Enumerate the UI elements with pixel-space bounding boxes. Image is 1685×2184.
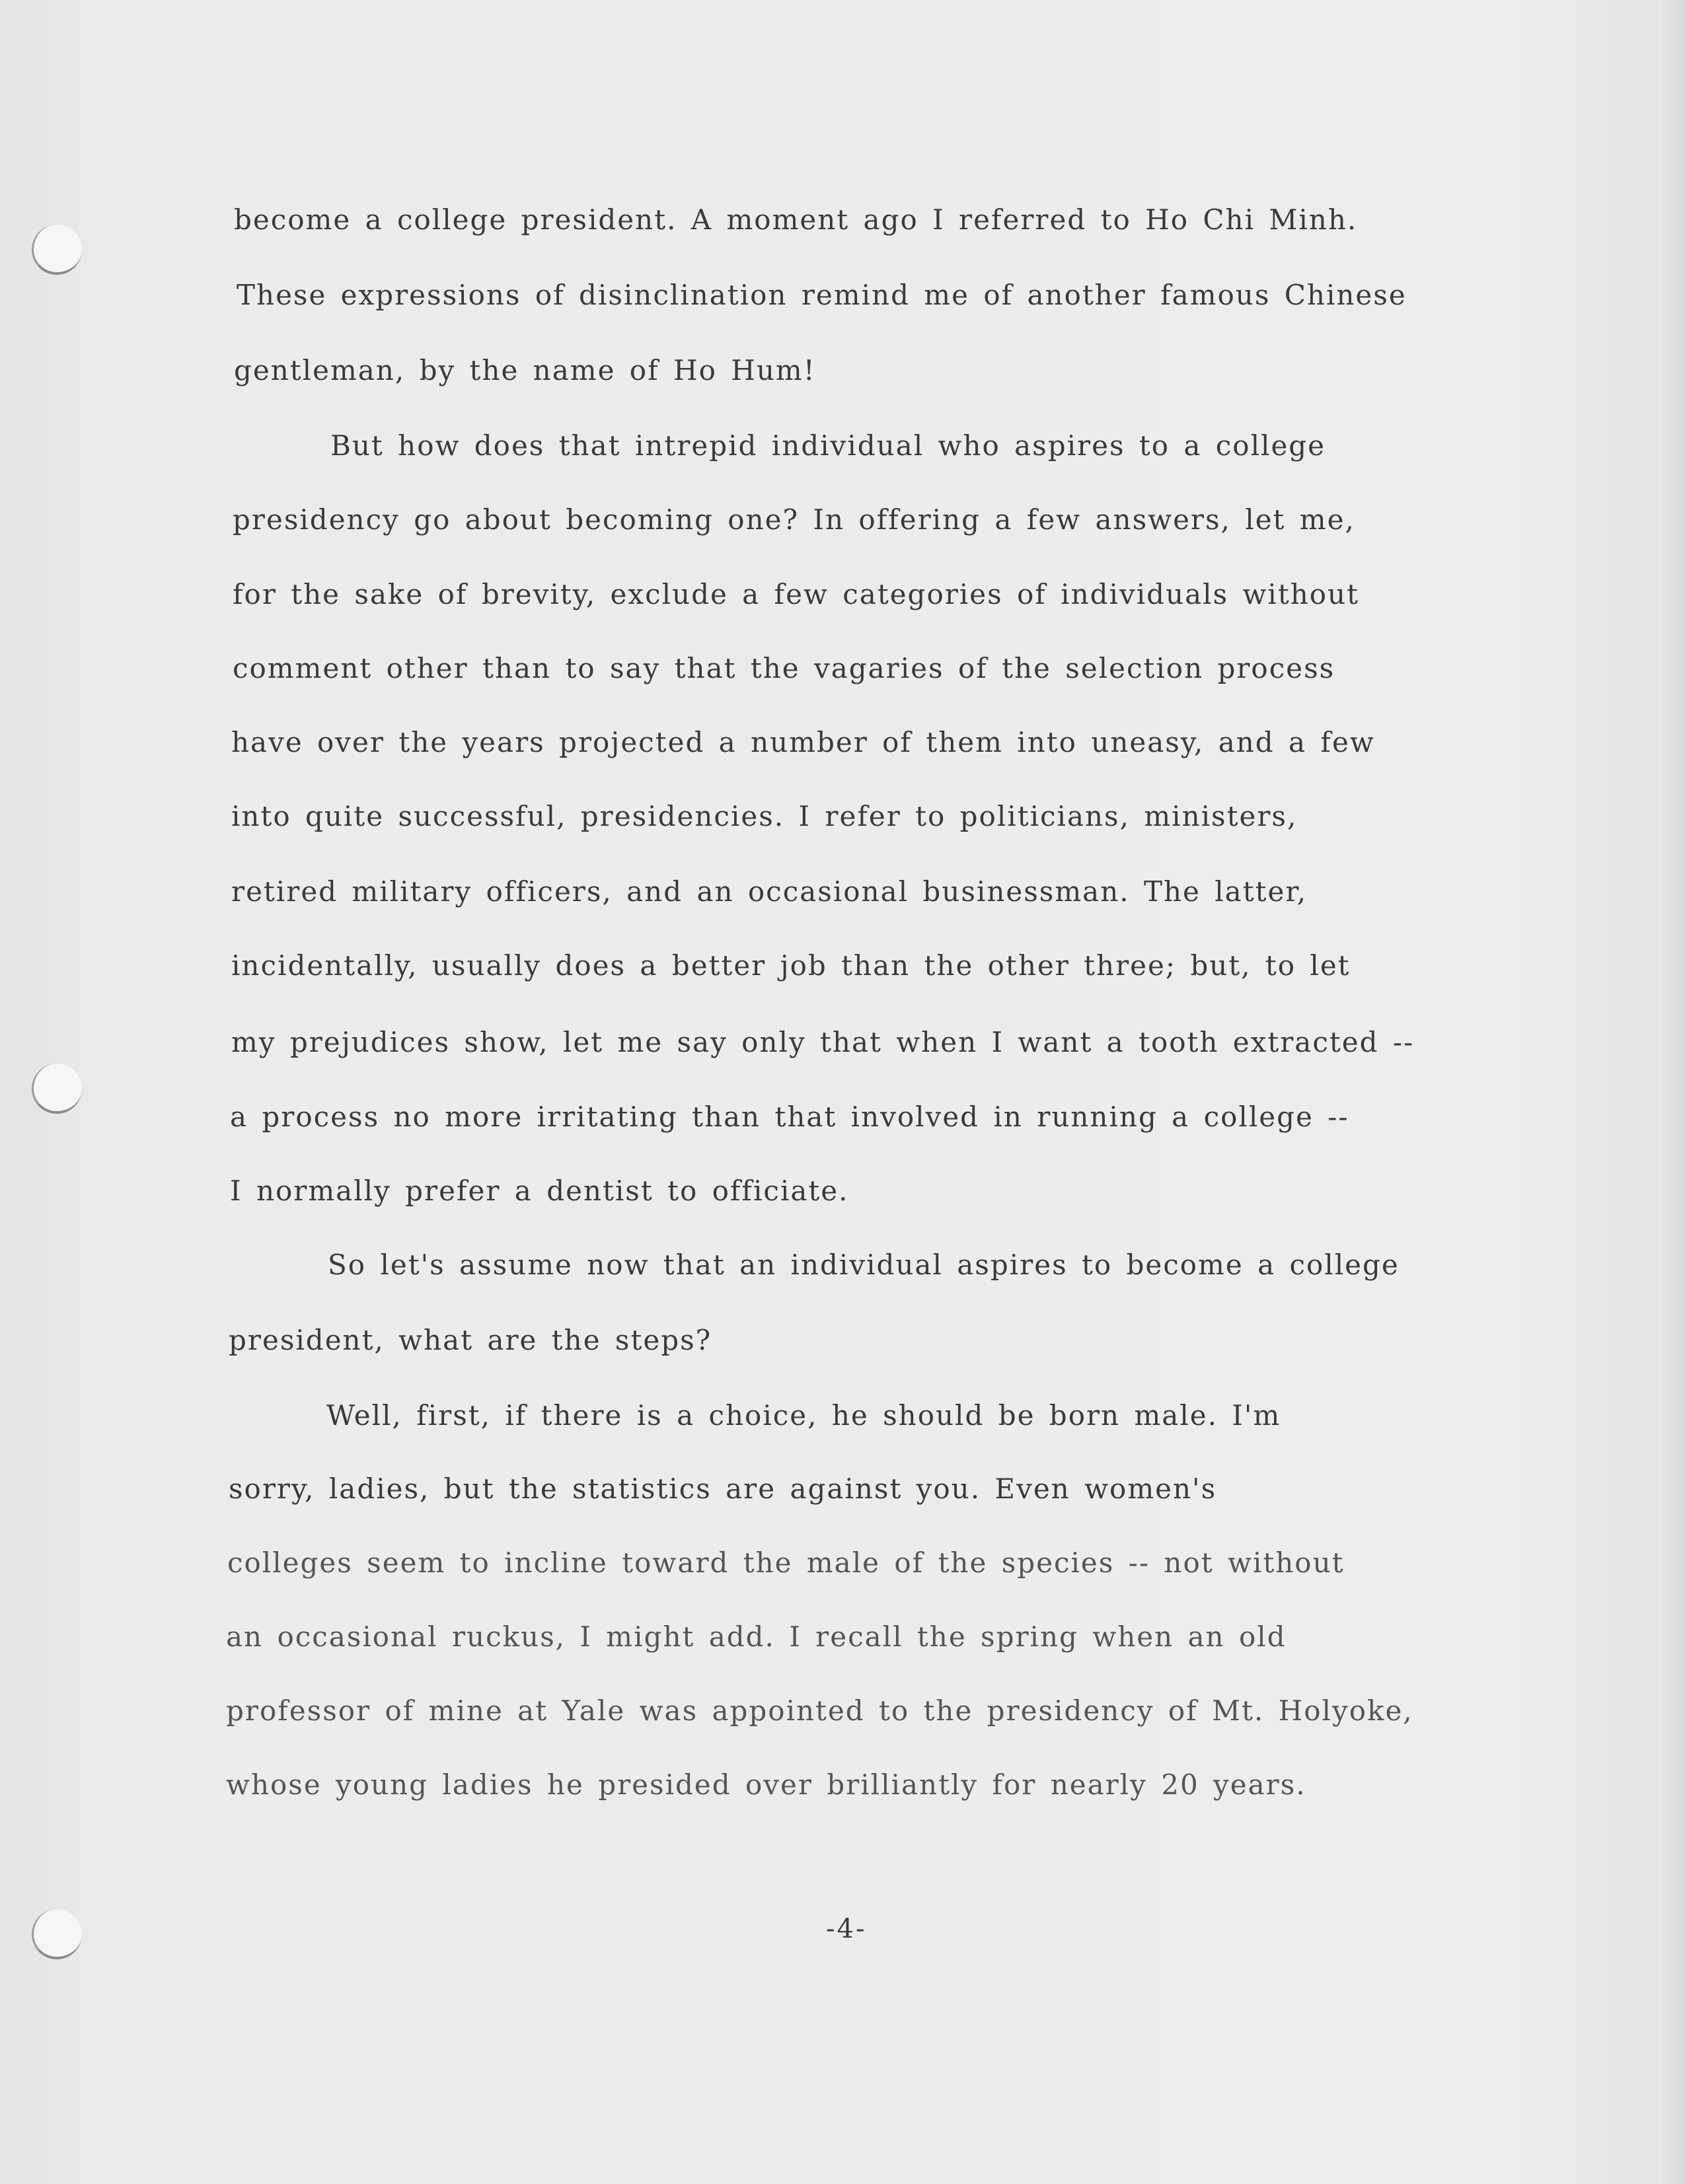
paragraph-start-line: But how does that intrepid individual who aspires to a college xyxy=(330,429,1326,462)
text-line: retired military officers, and an occasional businessman. The latter, xyxy=(231,875,1308,908)
text-line: my prejudices show, let me say only that when I want a tooth extracted -- xyxy=(231,1026,1415,1058)
page-number: -4- xyxy=(826,1914,867,1944)
text-line: have over the years projected a number of them into uneasy, and a few xyxy=(231,726,1375,758)
text-line: a process no more irritating than that involved in running a college -- xyxy=(230,1101,1349,1133)
text-line: for the sake of brevity, exclude a few categories of individuals without xyxy=(233,578,1359,610)
text-line: colleges seem to incline toward the male of the species -- not without xyxy=(227,1547,1345,1579)
page-edge-shadow xyxy=(1659,0,1685,2184)
text-line: comment other than to say that the vagaries of the selection process xyxy=(233,652,1335,684)
text-line: presidency go about becoming one? In offering a few answers, let me, xyxy=(233,503,1355,536)
paragraph-start-line: Well, first, if there is a choice, he should be born male. I'm xyxy=(326,1399,1281,1432)
text-line: gentleman, by the name of Ho Hum! xyxy=(234,354,816,386)
text-line: I normally prefer a dentist to officiate. xyxy=(230,1175,849,1207)
punch-hole-bottom xyxy=(32,1909,82,1959)
text-line: an occasional ruckus, I might add. I recall the spring when an old xyxy=(226,1620,1287,1653)
text-line: professor of mine at Yale was appointed to the presidency of Mt. Holyoke, xyxy=(226,1694,1413,1727)
text-line: These expressions of disinclination remind me of another famous Chinese xyxy=(237,279,1407,311)
punch-hole-middle xyxy=(32,1064,82,1114)
text-line: into quite successful, presidencies. I refer to politicians, ministers, xyxy=(231,800,1298,832)
text-line: whose young ladies he presided over brilliantly for nearly 20 years. xyxy=(226,1768,1306,1801)
text-line: become a college president. A moment ago I referred to Ho Chi Minh. xyxy=(234,203,1358,236)
text-line: president, what are the steps? xyxy=(229,1324,712,1356)
text-line: sorry, ladies, but the statistics are against you. Even women's xyxy=(229,1473,1217,1505)
text-line: incidentally, usually does a better job than the other three; but, to let xyxy=(231,949,1351,982)
punch-hole-top xyxy=(32,225,82,275)
paragraph-start-line: So let's assume now that an individual aspires to become a college xyxy=(328,1249,1400,1281)
